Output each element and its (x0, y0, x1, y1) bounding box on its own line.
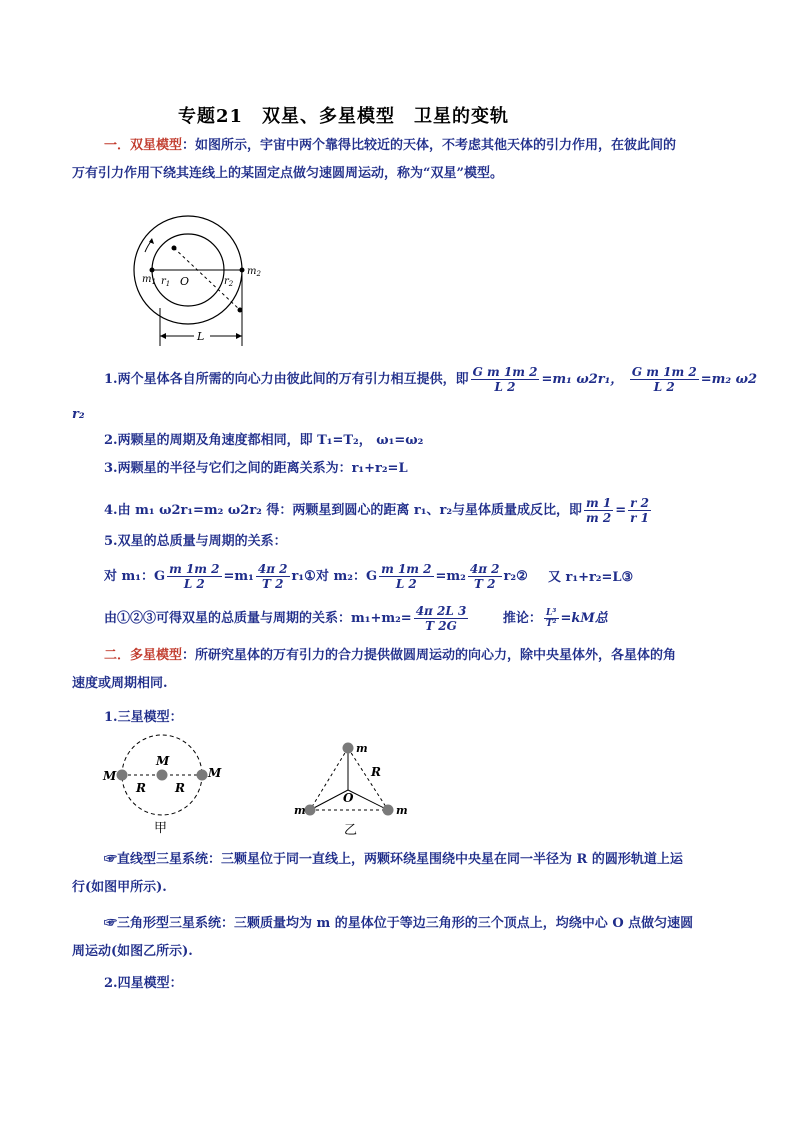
point-6-text: 由①②③可得双星的总质量与周期的关系：m₁+m₂= (104, 611, 412, 626)
fraction-kepler (544, 608, 559, 629)
fraction-total-mass (414, 604, 469, 633)
label-R-left: R (136, 781, 146, 795)
star-right (197, 770, 208, 781)
triangle-system-line-2: 周运动(如图乙所示). (72, 944, 193, 959)
section-1-heading: 双星模型 (130, 138, 183, 153)
label-r1: $r_1$ (161, 276, 171, 288)
inference-label: 推论： (502, 611, 542, 626)
fraction-numerator: G m 1m 2 (472, 365, 538, 379)
equation-2-post: r₂② (503, 569, 528, 584)
star-bottom-left (305, 805, 316, 816)
section-2-line-2: 速度或周期相同. (72, 676, 168, 691)
fraction-numerator: m 1m 2 (169, 562, 220, 576)
label-L: L (197, 330, 205, 343)
triangle-three-star-figure (290, 738, 420, 842)
star-top (343, 743, 354, 754)
linear-system-line-1: ☞直线型三星系统：三颗星位于同一直线上，两颗环绕星围绕中央星在同一半径为 R 的圆形轨道上运 (104, 852, 683, 867)
section-2-prefix: 二． (104, 648, 131, 663)
fraction-gravity-1 (471, 365, 540, 394)
L-arrowhead-left (160, 333, 166, 339)
label-r2: $r_2$ (224, 276, 234, 288)
label-m1: $m_1$ (142, 274, 156, 286)
caption-jia: 甲 (154, 821, 168, 836)
fraction-gravity-2 (630, 365, 699, 394)
fraction-a1 (167, 562, 221, 591)
fraction-denominator: L 2 (183, 577, 205, 591)
fraction-radius-ratio (628, 496, 651, 525)
point-1-rhs-2: =m₂ ω2 (700, 372, 757, 387)
point-4-equals: = (615, 503, 627, 518)
point-5: 5.双星的总质量与周期的关系： (104, 534, 287, 549)
label-O: O (343, 791, 354, 805)
fraction-numerator: 4π 2 (469, 562, 500, 576)
fraction-mass-ratio (584, 496, 613, 525)
section-1-prefix: 一． (104, 138, 131, 153)
fraction-b1 (379, 562, 433, 591)
point-4 (104, 496, 653, 525)
fraction-denominator: T 2 (261, 577, 284, 591)
linear-three-star-figure (98, 730, 228, 838)
fraction-denominator: m 2 (586, 511, 612, 525)
three-star-heading: 1.三星模型： (104, 710, 183, 725)
triangle-system-line-1: ☞三角形型三星系统：三颗质量均为 m 的星体位于等边三角形的三个顶点上，均绕中心 O 点做匀速圆 (104, 916, 694, 931)
fraction-denominator: r 1 (630, 511, 650, 525)
four-star-heading: 2.四星模型： (104, 976, 183, 991)
fraction-denominator: L 2 (494, 380, 516, 394)
equation-1-mid: =m₁ (223, 569, 254, 584)
binary-star-figure (130, 208, 280, 350)
label-m2: $m_2$ (247, 266, 261, 278)
star-left (117, 770, 128, 781)
section-2-text: ：所研究星体的万有引力的合力提供做圆周运动的向心力，除中央星体外，各星体的角 (182, 648, 677, 663)
label-m-right: m (396, 804, 408, 817)
fraction-b2 (468, 562, 502, 591)
page-title: 专题21 双星、多星模型 卫星的变轨 (178, 106, 510, 127)
fraction-numerator: r 2 (630, 496, 650, 510)
point-1 (104, 365, 757, 394)
fraction-numerator: 4π 2 (257, 562, 288, 576)
label-M-left: M (103, 769, 117, 783)
fraction-denominator: T 2G (425, 619, 457, 633)
fraction-numerator: m 1m 2 (381, 562, 432, 576)
point-6 (104, 604, 608, 633)
equation-2 (316, 562, 528, 591)
equation-2-prefix: 对 m₂：G (316, 569, 378, 584)
equation-1 (104, 562, 316, 591)
section-2-heading: 多星模型 (130, 648, 183, 663)
section-1-text: ：如图所示，宇宙中两个靠得比较近的天体，不考虑其他天体的引力作用，在彼此间的 (182, 138, 677, 153)
fraction-numerator: 4π 2L 3 (415, 604, 467, 618)
fraction-numerator: L³ (544, 608, 559, 619)
fraction-denominator: T² (545, 619, 557, 629)
L-arrowhead-right (236, 333, 242, 339)
star-bottom-right (383, 805, 394, 816)
label-center-o: O (180, 275, 190, 288)
label-M-right: M (208, 766, 222, 780)
point-4-text: 4.由 m₁ ω2r₁=m₂ ω2r₂ 得：两颗星到圆心的距离 r₁、r₂与星体质量成反比，即 (104, 503, 583, 518)
equation-1-prefix: 对 m₁：G (104, 569, 166, 584)
label-R-right: R (175, 781, 185, 795)
triangle-side-right (348, 748, 388, 810)
fraction-numerator: G m 1m 2 (631, 365, 697, 379)
fraction-numerator: m 1 (586, 496, 612, 510)
label-m-left: m (294, 804, 306, 817)
label-m-top: m (356, 742, 368, 755)
section-1-line-1 (104, 136, 676, 156)
section-2-line-1 (104, 646, 676, 666)
label-M-center: M (156, 754, 170, 768)
point-2: 2.两颗星的周期及角速度都相同，即 T₁=T₂， ω₁=ω₂ (104, 433, 424, 448)
point-1-text: 1.两个星体各自所需的向心力由彼此间的万有引力相互提供，即 (104, 372, 469, 387)
point-1-tail: r₂ (72, 407, 85, 422)
fraction-denominator: L 2 (395, 577, 417, 591)
fraction-a2 (256, 562, 290, 591)
equation-1-post: r₁① (291, 569, 316, 584)
linear-system-line-2: 行(如图甲所示). (72, 880, 167, 895)
star-m2-later (172, 246, 177, 251)
star-m1 (150, 268, 155, 273)
kepler-rhs: =kM总 (560, 611, 608, 626)
star-m2 (240, 268, 245, 273)
label-R: R (371, 765, 381, 779)
point-1-rhs-1: =m₁ ω2r₁， (541, 372, 624, 387)
caption-yi: 乙 (344, 823, 358, 838)
star-center (157, 770, 168, 781)
fraction-denominator: L 2 (653, 380, 675, 394)
equation-2-mid: =m₂ (435, 569, 466, 584)
section-1-line-2: 万有引力作用下绕其连线上的某固定点做匀速圆周运动，称为“双星”模型。 (72, 166, 503, 181)
point-3: 3.两颗星的半径与它们之间的距离关系为：r₁+r₂=L (104, 461, 408, 476)
fraction-denominator: T 2 (473, 577, 496, 591)
equation-3: 又 r₁+r₂=L③ (548, 570, 634, 585)
